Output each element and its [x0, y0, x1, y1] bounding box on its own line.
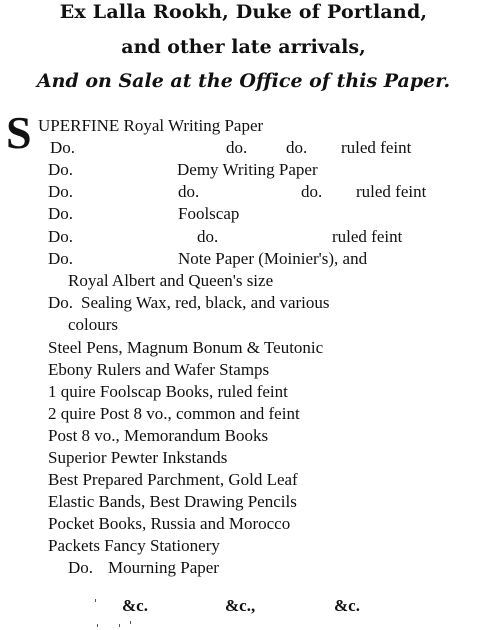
item-do: Do. [48, 160, 74, 179]
item-do: Do. [68, 558, 94, 577]
item-do-ditto: do. [301, 182, 323, 201]
ink-speck [130, 621, 131, 624]
item-demy-writing: Demy Writing Paper [177, 160, 318, 179]
header-line-1: Ex Lalla Rookh, Duke of Portland, [59, 1, 428, 23]
item-parchment: Best Prepared Parchment, Gold Leaf [48, 470, 298, 489]
item-fancy-stationery: Packets Fancy Stationery [48, 536, 220, 555]
item-do: Do. [48, 182, 74, 201]
ink-speck [97, 624, 98, 627]
item-quire-foolscap: 1 quire Foolscap Books, ruled feint [48, 382, 288, 401]
item-pewter-inkstands: Superior Pewter Inkstands [48, 448, 228, 467]
item-elastic-bands: Elastic Bands, Best Drawing Pencils [48, 492, 297, 511]
item-note-paper: Note Paper (Moinier's), and [178, 249, 368, 268]
item-ruled-feint: ruled feint [332, 227, 403, 246]
item-do: Do. [48, 293, 74, 312]
etc-3: &c. [334, 596, 360, 615]
item-do: Do. [48, 227, 74, 246]
item-do-ditto: do. [197, 227, 219, 246]
item-do-ditto: do. [178, 182, 200, 201]
ink-speck [119, 624, 120, 627]
header-line-2: and other late arrivals, [121, 36, 366, 58]
item-steel-pens: Steel Pens, Magnum Bonum & Teutonic [48, 338, 324, 357]
item-do: Do. [50, 138, 76, 157]
item-memorandum-books: Post 8 vo., Memorandum Books [48, 426, 269, 445]
item-ebony-rulers: Ebony Rulers and Wafer Stamps [48, 360, 270, 379]
header-line-3: And on Sale at the Office of this Paper. [36, 70, 451, 92]
item-do-ditto: do. [226, 138, 248, 157]
item-royal-albert: Royal Albert and Queen's size [68, 271, 274, 290]
item-do-ditto: do. [286, 138, 308, 157]
item-sealing-wax: Sealing Wax, red, black, and various [81, 293, 330, 312]
item-colours: colours [68, 315, 119, 334]
drop-cap: S [6, 107, 32, 158]
item-ruled-feint: ruled feint [341, 138, 412, 157]
item-superfine-royal: UPERFINE Royal Writing Paper [38, 116, 264, 135]
item-foolscap: Foolscap [178, 204, 240, 223]
item-quire-post: 2 quire Post 8 vo., common and feint [48, 404, 300, 423]
item-mourning-paper: Mourning Paper [108, 558, 219, 577]
etc-2: &c., [225, 596, 256, 615]
item-do: Do. [48, 204, 74, 223]
etc-1: &c. [122, 596, 148, 615]
item-pocket-books: Pocket Books, Russia and Morocco [48, 514, 291, 533]
item-ruled-feint: ruled feint [356, 182, 427, 201]
item-do: Do. [48, 249, 74, 268]
ink-speck [95, 599, 96, 602]
